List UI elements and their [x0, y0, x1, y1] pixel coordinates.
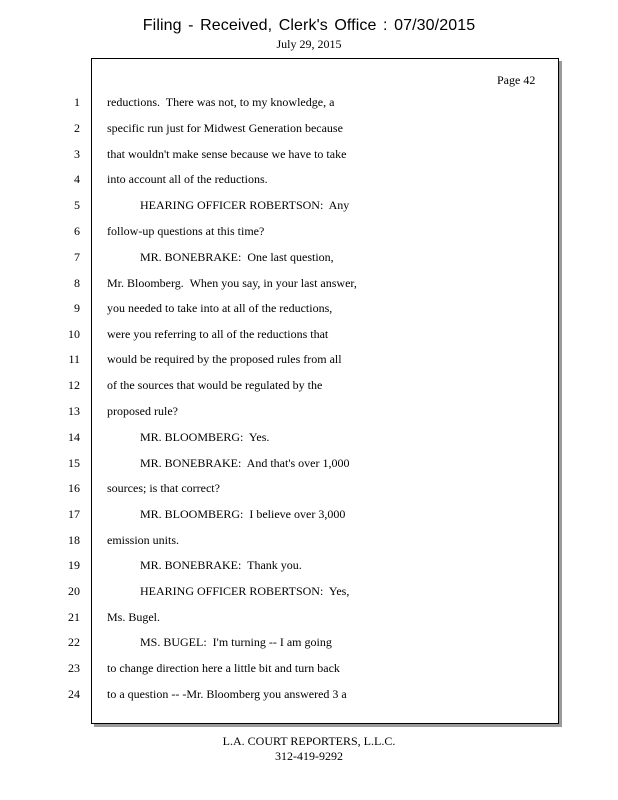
line-number: 18	[68, 533, 80, 547]
line-text: to a question -- -Mr. Bloomberg you answered 3 a	[107, 687, 347, 701]
line-text: into account all of the reductions.	[107, 172, 268, 186]
line-number: 16	[68, 481, 80, 495]
line-text: to change direction here a little bit and turn back	[107, 661, 340, 675]
line-text: Ms. Bugel.	[107, 610, 161, 624]
line-text: you needed to take into at all of the reductions,	[107, 301, 333, 315]
line-text: MR. BONEBRAKE: Thank you.	[107, 558, 302, 572]
line-text: of the sources that would be regulated by the	[107, 378, 323, 392]
line-text: were you referring to all of the reductions that	[107, 327, 329, 341]
line-number: 22	[68, 635, 80, 649]
line-number: 13	[68, 404, 80, 418]
page-number: Page 42	[497, 73, 536, 87]
footer-firm-name: L.A. COURT REPORTERS, L.L.C.	[222, 734, 396, 748]
line-text: sources; is that correct?	[107, 481, 220, 495]
line-number: 11	[68, 352, 80, 366]
line-number: 5	[74, 198, 80, 212]
filing-stamp: Filing - Received, Clerk's Office : 07/30/2015	[142, 17, 476, 34]
line-number: 7	[74, 250, 80, 264]
line-number: 15	[68, 456, 80, 470]
line-text: MS. BUGEL: I'm turning -- I am going	[107, 635, 332, 649]
line-number: 12	[68, 378, 80, 392]
line-text: would be required by the proposed rules from all	[107, 352, 342, 366]
line-number: 24	[68, 687, 80, 701]
line-number: 19	[68, 558, 80, 572]
line-number: 20	[68, 584, 80, 598]
line-number: 17	[68, 507, 80, 521]
line-text: MR. BONEBRAKE: One last question,	[107, 250, 334, 264]
line-number: 8	[74, 276, 80, 290]
line-text: emission units.	[107, 533, 180, 547]
line-number: 1	[74, 95, 80, 109]
line-text: Mr. Bloomberg. When you say, in your last answer,	[107, 276, 357, 290]
line-number: 14	[68, 430, 80, 444]
line-text: specific run just for Midwest Generation because	[107, 121, 343, 135]
line-text: follow-up questions at this time?	[107, 224, 265, 238]
line-text: HEARING OFFICER ROBERTSON: Any	[107, 198, 350, 212]
line-number: 9	[74, 301, 80, 315]
line-text: reductions. There was not, to my knowledge, a	[107, 95, 335, 109]
line-text: MR. BLOOMBERG: Yes.	[107, 430, 270, 444]
transcript-date: July 29, 2015	[276, 37, 342, 51]
line-number: 23	[68, 661, 80, 675]
line-number: 3	[74, 147, 80, 161]
line-number: 2	[74, 121, 80, 135]
line-number: 21	[68, 610, 80, 624]
footer-phone: 312-419-9292	[275, 749, 343, 763]
line-number: 6	[74, 224, 80, 238]
line-text: that wouldn't make sense because we have to take	[107, 147, 347, 161]
line-number: 10	[68, 327, 80, 341]
line-text: MR. BONEBRAKE: And that's over 1,000	[107, 456, 350, 470]
line-text: proposed rule?	[107, 404, 178, 418]
line-number: 4	[74, 172, 80, 186]
line-text: MR. BLOOMBERG: I believe over 3,000	[107, 507, 346, 521]
line-text: HEARING OFFICER ROBERTSON: Yes,	[107, 584, 350, 598]
